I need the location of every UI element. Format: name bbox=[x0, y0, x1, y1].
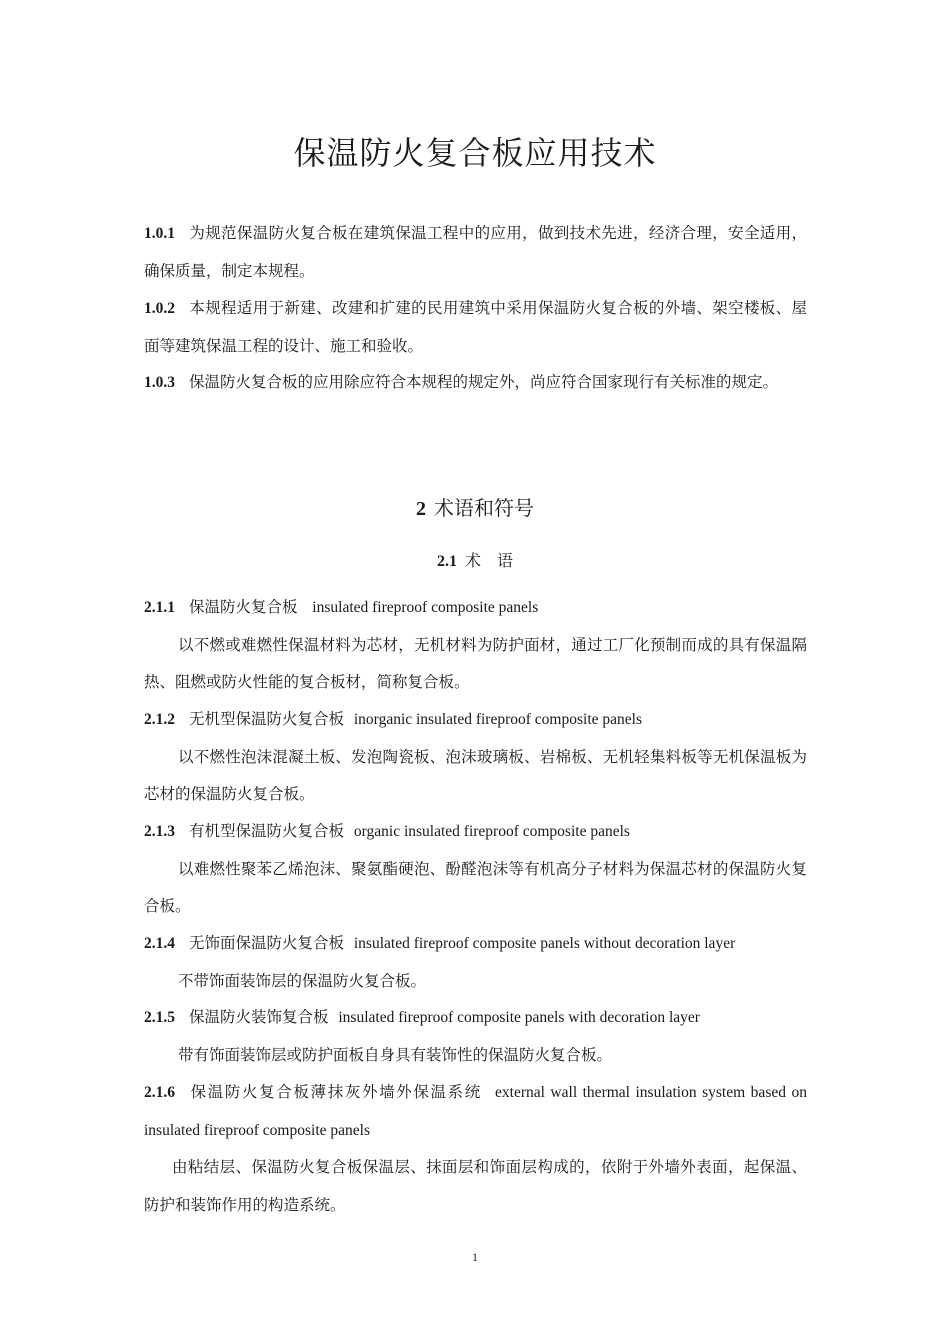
term-definition: 不带饰面装饰层的保温防火复合板。 bbox=[178, 971, 427, 990]
term-2-1-4 bbox=[144, 925, 807, 1000]
term-number: 2.1.5 bbox=[144, 1009, 175, 1026]
term-en: insulated fireproof composite panels with decoration layer bbox=[338, 1009, 700, 1026]
clause-text: 本规程适用于新建、改建和扩建的民用建筑中采用保温防火复合板的外墙、架空楼板、屋面等建筑保温工程的设计、施工和验收。 bbox=[144, 299, 807, 355]
term-en: external wall thermal insulation system based on insulated fireproof composite panels bbox=[144, 1084, 807, 1139]
clause-text: 为规范保温防火复合板在建筑保温工程中的应用，做到技术先进，经济合理，安全适用，确保质量，制定本规程。 bbox=[144, 224, 807, 280]
term-cn: 有机型保温防火复合板 bbox=[189, 822, 345, 840]
term-number: 2.1.3 bbox=[144, 823, 175, 840]
chapter-number: 2 bbox=[416, 498, 426, 520]
term-cn: 保温防火装饰复合板 bbox=[189, 1008, 329, 1026]
chapter-heading bbox=[0, 492, 950, 521]
section-title: 术 语 bbox=[464, 551, 513, 570]
term-cn: 保温防火复合板薄抹灰外墙外保温系统 bbox=[189, 1083, 482, 1101]
page-title: 保温防火复合板应用技术 bbox=[293, 134, 657, 172]
term-heading bbox=[144, 701, 807, 739]
term-cn: 无饰面保温防火复合板 bbox=[189, 934, 345, 952]
term-cn: 无机型保温防火复合板 bbox=[189, 710, 345, 728]
term-number: 2.1.1 bbox=[144, 599, 175, 616]
page-number: 1 bbox=[472, 1250, 478, 1264]
term-definition: 以难燃性聚苯乙烯泡沫、聚氨酯硬泡、酚醛泡沫等有机高分子材料为保温芯材的保温防火复合板。 bbox=[144, 859, 807, 915]
section-number: 2.1 bbox=[436, 553, 457, 570]
term-definition: 带有饰面装饰层或防护面板自身具有装饰性的保温防火复合板。 bbox=[178, 1045, 613, 1064]
term-number: 2.1.2 bbox=[144, 711, 175, 728]
term-definition: 以不燃性泡沫混凝土板、发泡陶瓷板、泡沫玻璃板、岩棉板、无机轻集料板等无机保温板为芯材的保温防火复合板。 bbox=[144, 747, 807, 803]
clause-1-0-1 bbox=[144, 215, 807, 290]
term-2-1-6 bbox=[144, 1074, 807, 1224]
term-heading bbox=[144, 925, 807, 963]
clause-number: 1.0.2 bbox=[144, 300, 175, 317]
clause-number: 1.0.1 bbox=[144, 225, 175, 242]
term-heading bbox=[144, 813, 807, 851]
section-heading bbox=[0, 548, 950, 571]
term-definition: 由粘结层、保温防火复合板保温层、抹面层和饰面层构成的，依附于外墙外表面，起保温、防护和装饰作用的构造系统。 bbox=[144, 1158, 807, 1214]
clause-number: 1.0.3 bbox=[144, 374, 175, 391]
term-heading bbox=[144, 999, 807, 1037]
chapter-title: 术语和符号 bbox=[434, 496, 534, 520]
term-2-1-5 bbox=[144, 999, 807, 1074]
term-2-1-2 bbox=[144, 701, 807, 814]
term-en: inorganic insulated fireproof composite panels bbox=[353, 711, 642, 728]
term-2-1-1 bbox=[144, 589, 807, 702]
term-heading bbox=[144, 1074, 807, 1149]
term-en: insulated fireproof composite panels without decoration layer bbox=[353, 935, 736, 952]
term-definition: 以不燃或难燃性保温材料为芯材，无机材料为防护面材，通过工厂化预制而成的具有保温隔热、阻燃或防火性能的复合板材，简称复合板。 bbox=[144, 635, 807, 691]
term-cn: 保温防火复合板 bbox=[189, 598, 298, 616]
term-2-1-3 bbox=[144, 813, 807, 926]
term-en: organic insulated fireproof composite panels bbox=[353, 823, 630, 840]
clause-text: 保温防火复合板的应用除应符合本规程的规定外，尚应符合国家现行有关标准的规定。 bbox=[189, 373, 779, 391]
term-number: 2.1.6 bbox=[144, 1084, 175, 1101]
term-heading bbox=[144, 589, 807, 627]
clause-1-0-3 bbox=[144, 364, 807, 402]
clause-1-0-2 bbox=[144, 290, 807, 365]
term-en: insulated fireproof composite panels bbox=[312, 599, 539, 616]
term-number: 2.1.4 bbox=[144, 935, 175, 952]
